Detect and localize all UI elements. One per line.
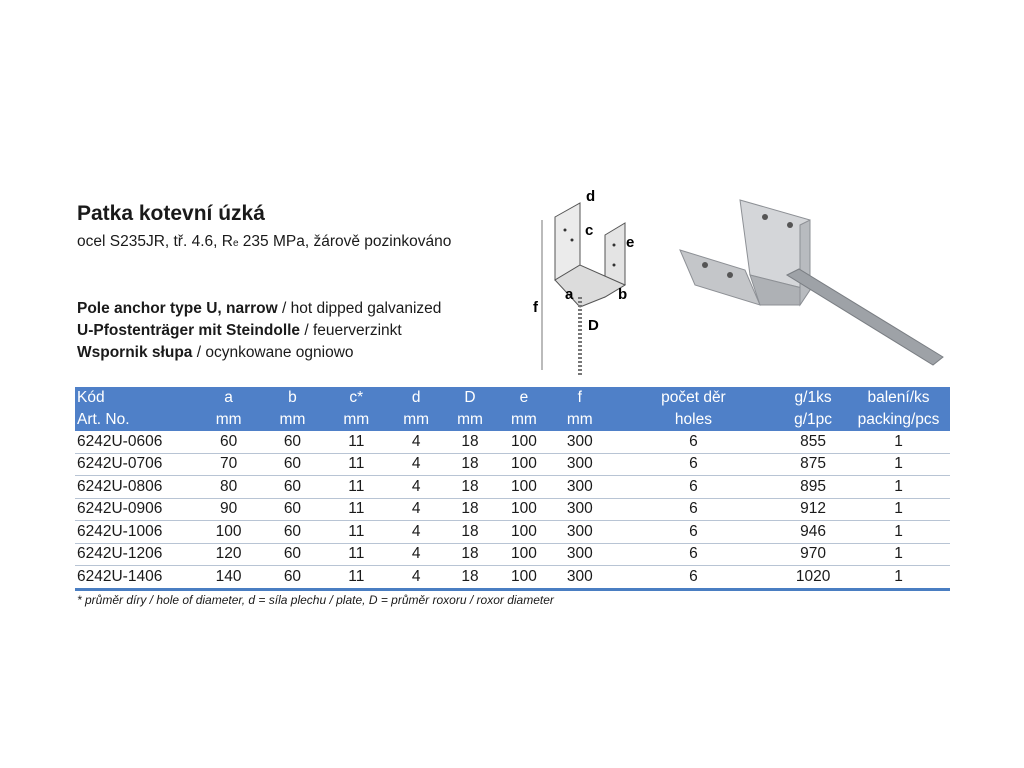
table-cell: 90	[197, 498, 261, 521]
table-cell: 120	[197, 543, 261, 566]
table-cell: 4	[388, 566, 444, 590]
table-row	[75, 566, 950, 590]
table-cell: 60	[261, 431, 325, 453]
table-cell: 11	[324, 476, 388, 499]
table-cell: 100	[496, 476, 552, 499]
table-cell: 1	[847, 453, 950, 476]
photo-hole	[787, 222, 793, 228]
header-cell: mm	[496, 409, 552, 431]
table-cell: 6	[608, 498, 779, 521]
table-cell: 11	[324, 498, 388, 521]
header-cell: mm	[324, 409, 388, 431]
table-cell: 1	[847, 543, 950, 566]
table-cell: 100	[496, 431, 552, 453]
table-cell: 300	[552, 498, 608, 521]
product-photo	[675, 195, 950, 370]
table-cell: 946	[779, 521, 847, 544]
table-row	[75, 431, 950, 453]
table-cell: 18	[444, 521, 496, 544]
header-cell: f	[552, 387, 608, 409]
header-cell: mm	[388, 409, 444, 431]
table-cell: 60	[197, 431, 261, 453]
table-cell: 100	[496, 498, 552, 521]
spec-prefix: ocel S235JR, tř. 4.6, R	[77, 233, 233, 250]
table-cell: 100	[496, 521, 552, 544]
table-cell: 912	[779, 498, 847, 521]
label-c: c	[585, 222, 594, 239]
table-cell: 1	[847, 498, 950, 521]
article-number-cell: 6242U-1006	[75, 521, 197, 544]
article-number-cell: 6242U-0906	[75, 498, 197, 521]
table-cell: 4	[388, 521, 444, 544]
table-cell: 6	[608, 543, 779, 566]
table-cell: 60	[261, 543, 325, 566]
table-cell: 4	[388, 431, 444, 453]
description-name: Wspornik słupa	[77, 344, 193, 361]
header-cell: holes	[608, 409, 779, 431]
footnote: * průměr díry / hole of diameter, d = síla plechu / plate, D = průměr roxoru / roxor diameter	[77, 593, 554, 607]
diagram-hole	[613, 264, 616, 267]
table-cell: 60	[261, 498, 325, 521]
article-number-cell: 6242U-0606	[75, 431, 197, 453]
article-number-cell: 6242U-1406	[75, 566, 197, 590]
header-cell: b	[261, 387, 325, 409]
header-cell: mm	[197, 409, 261, 431]
table-cell: 18	[444, 453, 496, 476]
header-cell: počet děr	[608, 387, 779, 409]
table-cell: 300	[552, 453, 608, 476]
label-f: f	[533, 299, 538, 316]
header-row-units	[75, 409, 950, 431]
label-D: D	[588, 317, 599, 334]
table-cell: 60	[261, 566, 325, 590]
article-number-cell: 6242U-0806	[75, 476, 197, 499]
table-cell: 11	[324, 431, 388, 453]
table-cell: 100	[496, 543, 552, 566]
table-cell: 11	[324, 566, 388, 590]
table-body	[75, 431, 950, 589]
photo-rebar	[787, 269, 943, 365]
table-cell: 4	[388, 453, 444, 476]
table-cell: 300	[552, 521, 608, 544]
table-cell: 100	[197, 521, 261, 544]
photo-side-edge	[800, 220, 810, 305]
table-cell: 4	[388, 543, 444, 566]
table-cell: 1	[847, 566, 950, 590]
table-cell: 100	[496, 453, 552, 476]
table-cell: 80	[197, 476, 261, 499]
header-cell: balení/ks	[847, 387, 950, 409]
table-cell: 18	[444, 566, 496, 590]
table-cell: 855	[779, 431, 847, 453]
header-cell: a	[197, 387, 261, 409]
header-cell: Kód	[75, 387, 197, 409]
table-cell: 875	[779, 453, 847, 476]
table-cell: 6	[608, 431, 779, 453]
table-cell: 1	[847, 521, 950, 544]
table-cell: 60	[261, 453, 325, 476]
article-number-cell: 6242U-0706	[75, 453, 197, 476]
description-german	[77, 322, 402, 340]
diagram-hole	[613, 244, 616, 247]
material-spec	[77, 233, 451, 251]
table-cell: 4	[388, 476, 444, 499]
table-cell: 6	[608, 521, 779, 544]
description-polish	[77, 344, 354, 362]
table-cell: 6	[608, 476, 779, 499]
table-cell: 18	[444, 498, 496, 521]
table-cell: 1	[847, 431, 950, 453]
description-name: U-Pfostenträger mit Steindolle	[77, 322, 301, 339]
product-title: Patka kotevní úzká	[77, 202, 265, 225]
description-finish: / ocynkowane ogniowo	[192, 344, 354, 361]
table-cell: 18	[444, 543, 496, 566]
photo-hole	[702, 262, 708, 268]
table-cell: 300	[552, 566, 608, 590]
photo-hole	[727, 272, 733, 278]
table-cell: 6	[608, 453, 779, 476]
table-cell: 60	[261, 476, 325, 499]
table-row	[75, 453, 950, 476]
table-cell: 60	[261, 521, 325, 544]
table-cell: 100	[496, 566, 552, 590]
description-finish: / hot dipped galvanized	[277, 300, 442, 317]
table-cell: 4	[388, 498, 444, 521]
table-cell: 18	[444, 431, 496, 453]
table-cell: 11	[324, 543, 388, 566]
table-row	[75, 498, 950, 521]
label-d: d	[586, 188, 596, 205]
spec-subscript: e	[232, 238, 239, 249]
table-row	[75, 521, 950, 544]
header-cell: g/1pc	[779, 409, 847, 431]
header-cell: e	[496, 387, 552, 409]
header-cell: D	[444, 387, 496, 409]
header-cell: g/1ks	[779, 387, 847, 409]
table-cell: 70	[197, 453, 261, 476]
description-finish: / feuerverzinkt	[300, 322, 402, 339]
header-cell: c*	[324, 387, 388, 409]
label-a: a	[565, 286, 574, 303]
table-row	[75, 476, 950, 499]
table-cell: 895	[779, 476, 847, 499]
article-number-cell: 6242U-1206	[75, 543, 197, 566]
table-cell: 300	[552, 543, 608, 566]
header-row-labels	[75, 387, 950, 409]
table-cell: 1020	[779, 566, 847, 590]
table-cell: 140	[197, 566, 261, 590]
header-cell: mm	[261, 409, 325, 431]
diagram-hole	[564, 229, 567, 232]
label-e: e	[626, 234, 635, 251]
header-cell: mm	[444, 409, 496, 431]
table-cell: 1	[847, 476, 950, 499]
description-english	[77, 300, 441, 318]
spec-table	[75, 387, 950, 591]
photo-hole	[762, 214, 768, 220]
header-cell: Art. No.	[75, 409, 197, 431]
table-cell: 18	[444, 476, 496, 499]
spec-suffix: 235 MPa, žárově pozinkováno	[238, 233, 452, 250]
table-cell: 11	[324, 521, 388, 544]
table-row	[75, 543, 950, 566]
header-cell: mm	[552, 409, 608, 431]
dimension-diagram	[530, 185, 650, 375]
header-cell: d	[388, 387, 444, 409]
table-cell: 300	[552, 431, 608, 453]
table-cell: 6	[608, 566, 779, 590]
header-cell: packing/pcs	[847, 409, 950, 431]
table-cell: 970	[779, 543, 847, 566]
label-b: b	[618, 286, 628, 303]
diagram-hole	[571, 239, 574, 242]
description-name: Pole anchor type U, narrow	[77, 300, 278, 317]
table-cell: 11	[324, 453, 388, 476]
table-cell: 300	[552, 476, 608, 499]
